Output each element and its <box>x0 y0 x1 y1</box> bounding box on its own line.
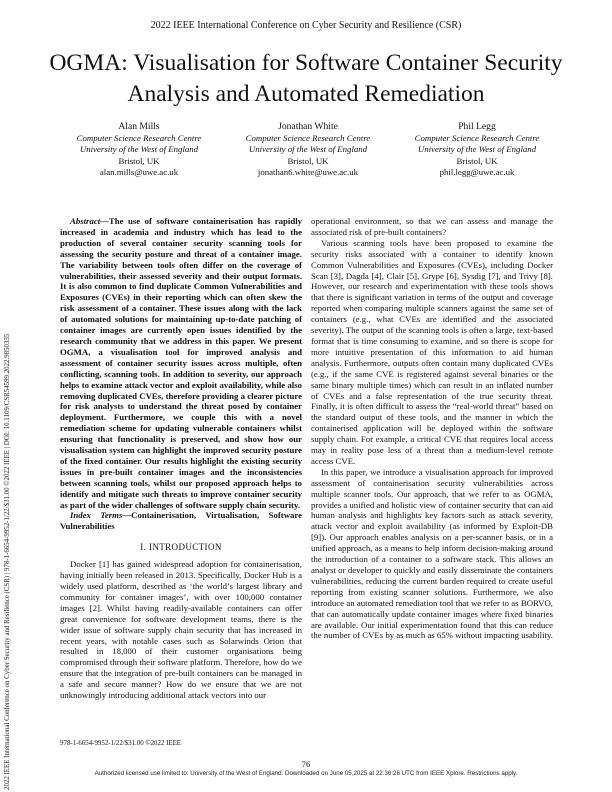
author-email: phil.legg@uwe.ac.uk <box>439 166 515 177</box>
author-name: Phil Legg <box>458 121 496 132</box>
author-email: alan.mills@uwe.ac.uk <box>99 166 179 177</box>
side-identifier: 2022 IEEE International Conference on Cyber Security and Resilience (CSR) | 978-1-6654-9952-1/22/$31.00 ©2022 IEEE | DOI: 10.1109/CSR54599.2022.9850335 <box>4 333 11 790</box>
author-affiliation: University of the West of England <box>417 144 537 155</box>
body-paragraph: Docker [1] has gained widespread adoption for containerisation, having initially been released in 2013. Specifically, Docker Hub is a widely used platform, described as ‘the world’s largest library and community for container images’, with over 100,000 container images [2]. Whilst having readily-available containers can offer great convenience for software development teams, there is the wider issue of software supply chain security that has increased in recent years, with notable cases such as Solarwinds Orion that resulted in 18,000 of their customer organisations being compromised through their software platform. Therefore, how do we ensure that the integration of pre-built containers can be managed in a safe and secure manner? How do we ensure that we are not unknowingly introducing additional attack vectors into our <box>60 559 302 701</box>
license-footer: Authorized licensed use limited to: University of the West of England. Downloaded on June 05,2025 at 22:36:26 UTC from IEEE Xplore. Restrictions apply. <box>94 770 518 777</box>
author-affiliation: Computer Science Research Centre <box>245 133 371 144</box>
author-name: Jonathan White <box>278 121 338 132</box>
abstract-text: —The use of software containerisation has rapidly increased in academia and industry which has lead to the production of several container security scanning tools for assessing the security posture and threat of a container image. The variability between tools often differ on the coverage of vulnerabilities, their assessed severity and their output formats. It is also common to find duplicate Common Vulnerabilities and Exposures (CVEs) in their reporting which can often skew the risk assessment of a container. These issues along with the lack of automated solutions for maintaining up-to-date patching of container images are currently open issues identified by the research community that we address in this paper. We present OGMA, a visualisation tool for improved analysis and assessment of container security issues across multiple, often conflicting, scanning tools. In addition to severity, our approach helps to examine attack vector and exploit availability, while also removing duplicated CVEs, therefore providing a clearer picture for risk analysts to understand the threat posed by container deployment. Furthermore, we couple this with a novel remediation scheme for updating vulnerable containers whilst ensuring that functionality is preserved, and show how our visualisation system can highlight the improved security posture of the fixed container. Our results highlight the existing security issues in pre-built container images and the inconsistencies between scanning tools, whilst our proposed approach helps to identify and mitigate such threats to improve container security as part of the wider challenges of software supply chain security. <box>60 216 302 510</box>
author-1 <box>55 121 223 178</box>
author-3 <box>393 121 561 178</box>
index-terms-label: Index Terms <box>70 510 123 521</box>
abstract-label: Abstract <box>70 216 101 226</box>
author-name: Alan Mills <box>118 121 160 132</box>
body-paragraph: Various scanning tools have been proposed to examine the security risks associated with a container to identify known Common Vulnerabilities and Exposures (CVEs), including Docker Scan [3], Dagda [4], Clair [5], Grype [6], Sysdig [7], and Trivy [8]. However, our research and experimentation with these tools shows that there is significant variation in terms of the output and coverage reported when comparing multiple scanners against the same set of containers (e.g., what CVEs are identified and the associated severity). The output of the scanning tools is often a large, text-based format that is time consuming to examine, and so there is scope for more intuitive presentation of this information to aid human analysis. Furthermore, outputs often contain many duplicated CVEs (e.g., if the same CVE is registered against several binaries or the same binary multiple times) which can result in an inflated number of CVEs and a false representation of the true security threat. Finally, it is often difficult to assess the “real-world threat” based on the standard output of these tools, and the manner in which the containerised application will be deployed within the software supply chain. For example, a critical CVE that requires local access may in reality pose less of a threat than a medium-level remote access CVE. <box>311 237 553 466</box>
author-affiliation: University of the West of England <box>79 144 199 155</box>
conference-header: 2022 IEEE International Conference on Cyber Security and Resilience (CSR) <box>150 20 462 31</box>
left-column <box>60 216 302 701</box>
author-affiliation: Computer Science Research Centre <box>414 133 540 144</box>
index-terms <box>60 510 302 532</box>
author-location: Bristol, UK <box>118 155 160 166</box>
author-location: Bristol, UK <box>456 155 498 166</box>
abstract <box>60 216 302 510</box>
body-paragraph: operational environment, so that we can assess and manage the associated risk of pre-built containers? <box>311 216 553 237</box>
author-email: jonathan6.white@uwe.ac.uk <box>257 166 359 177</box>
right-column <box>311 216 553 641</box>
author-block <box>55 121 561 178</box>
page-number: 76 <box>301 759 311 769</box>
author-affiliation: Computer Science Research Centre <box>76 133 202 144</box>
paper-title: OGMA: Visualisation for Software Container Security Analysis and Automated Remediation <box>49 50 563 107</box>
section-heading: I. INTRODUCTION <box>140 542 222 553</box>
body-paragraph: In this paper, we introduce a visualisation approach for improved assessment of containerisation security vulnerabilities across multiple scanner tools. Our approach, that we refer to as OGMA, provides a unified and holistic view of container security that can aid human analysis and highlights key factors such as attack severity, attack vector and exploit availability (as informed by Exploit-DB [9]). Our approach enables analysis on a per-scanner basis, or in a unified approach, as a means to help inform decision-making around the introduction of a container to a software stack. This allows an analyst or developer to quickly and easily disseminate the containers vulnerabilities, reducing the current burden required to create useful reporting from existing scanner solutions. Furthermore, we also introduce an automated remediation tool that we refer to as BORVO, that can automatically update container images where fixed binaries are available. Our initial experimentation found that this can reduce the number of CVEs by as much as 65% without impacting usability. <box>311 466 553 641</box>
index-terms-text: —Containerisation, Virtualisation, Software Vulnerabilities <box>60 510 302 532</box>
author-location: Bristol, UK <box>287 155 329 166</box>
author-2 <box>224 121 392 178</box>
copyright-notice: 978-1-6654-9952-1/22/$31.00 ©2022 IEEE <box>60 740 182 747</box>
author-affiliation: University of the West of England <box>248 144 368 155</box>
